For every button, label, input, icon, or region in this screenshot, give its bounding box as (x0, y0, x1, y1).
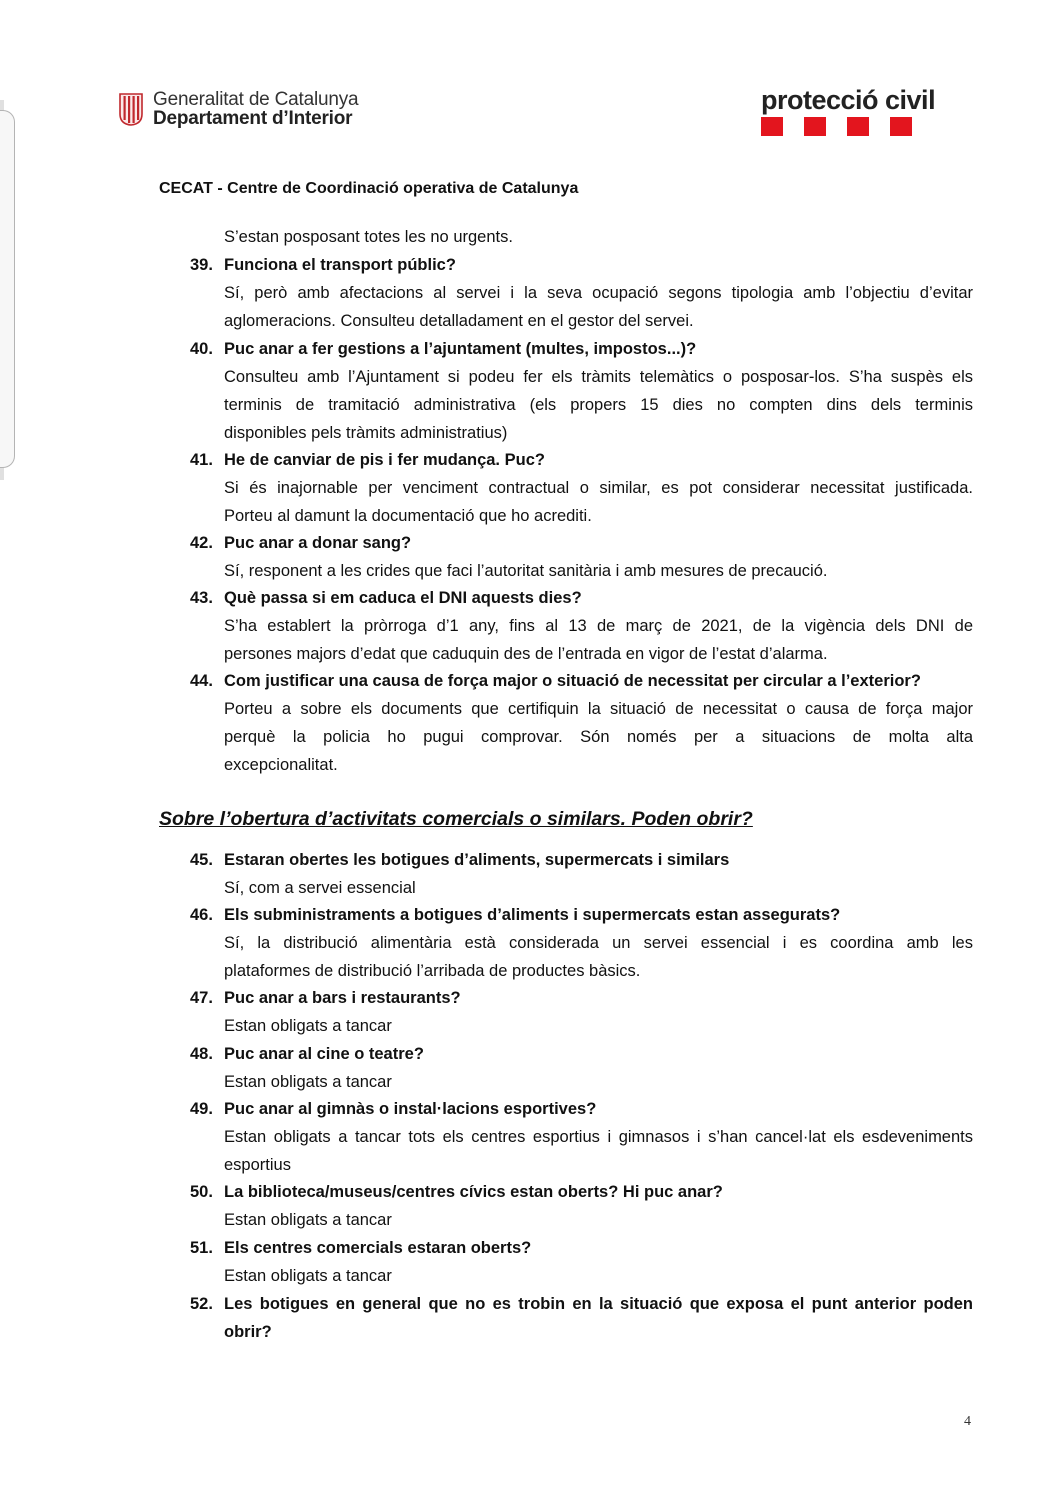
question-text: Les botigues en general que no es trobin en la situació que exposa el punt anterior poden obrir? (224, 1295, 973, 1341)
question-number: 51. (190, 1239, 213, 1257)
side-panel-handle[interactable] (0, 110, 15, 468)
answer-text: S’ha establert la pròrroga d’1 any, fins al 13 de març de 2021, de la vigència dels DNI de persones majors d’edat que caduquin des de l’entrada en vigor de l’estat d’alarma. (224, 617, 973, 663)
question-text: Funciona el transport públic? (224, 256, 456, 274)
question-text: Els centres comercials estaran oberts? (224, 1239, 532, 1257)
generalitat-name: Generalitat de Catalunya (153, 89, 359, 110)
question-number: 50. (190, 1183, 213, 1201)
generalitat-emblem-icon (118, 92, 144, 126)
question-number: 45. (190, 851, 213, 869)
proteccio-civil-title: protecció civil (761, 85, 936, 115)
department-name: Departament d’Interior (153, 108, 353, 129)
intro-line: S’estan posposant totes les no urgents. (224, 228, 513, 246)
answer-text: Sí, responent a les crides que faci l’autoritat sanitària i amb mesures de precaució. (224, 562, 828, 580)
question-text: Puc anar al cine o teatre? (224, 1045, 424, 1063)
question-number: 46. (190, 906, 213, 924)
proteccio-civil-logo (761, 87, 935, 136)
answer-text: Si és inajornable per venciment contractual o similar, es pot considerar necessitat justificada. Porteu al damunt la documentació que ho acrediti. (224, 479, 973, 525)
question-number: 43. (190, 589, 213, 607)
answer-text: Estan obligats a tancar (224, 1073, 392, 1091)
question-text: Els subministraments a botigues d’aliments i supermercats estan assegurats? (224, 906, 841, 924)
answer-text: Estan obligats a tancar (224, 1017, 392, 1035)
answer-text: Sí, la distribució alimentària està considerada un servei essencial i es coordina amb les plataformes de distribució l’arribada de productes bàsics. (224, 934, 973, 980)
generalitat-logo (118, 90, 358, 128)
answer-text: Consulteu amb l’Ajuntament si podeu fer els tràmits telemàtics o posposar-los. S’ha suspès els terminis de tramitació administrativa (els propers 15 dies no compten dins dels terminis disponibles pels tràmits administratius) (224, 368, 973, 442)
question-text: La biblioteca/museus/centres cívics estan oberts? Hi puc anar? (224, 1183, 723, 1201)
question-text: Què passa si em caduca el DNI aquests dies? (224, 589, 582, 607)
page-number: 4 (964, 1414, 971, 1429)
answer-text: Estan obligats a tancar tots els centres esportius i gimnasos i s’han cancel·lat els esdeveniments esportius (224, 1128, 973, 1174)
question-number: 44. (190, 672, 213, 690)
question-text: Estaran obertes les botigues d’aliments, supermercats i similars (224, 851, 730, 869)
answer-text: Estan obligats a tancar (224, 1267, 392, 1285)
red-squares-icon (761, 117, 935, 136)
answer-text: Estan obligats a tancar (224, 1211, 392, 1229)
question-text: He de canviar de pis i fer mudança. Puc? (224, 451, 545, 469)
question-number: 40. (190, 340, 213, 358)
answer-text: Porteu a sobre els documents que certifiquin la situació de necessitat o causa de força major perquè la policia ho pugui comprovar. Són només per a situacions de molta alta excepcionalitat. (224, 700, 973, 774)
question-text: Puc anar a fer gestions a l’ajuntament (multes, impostos...)? (224, 340, 697, 358)
question-text: Com justificar una causa de força major o situació de necessitat per circular a l’exterior? (224, 672, 921, 690)
answer-text: Sí, però amb afectacions al servei i la seva ocupació segons tipologia amb l’objectiu d’evitar aglomeracions. Consulteu detalladament en el gestor del servei. (224, 284, 973, 330)
question-number: 52. (190, 1295, 213, 1313)
question-number: 48. (190, 1045, 213, 1063)
document-subtitle: CECAT - Centre de Coordinació operativa de Catalunya (159, 180, 579, 197)
question-number: 49. (190, 1100, 213, 1118)
question-number: 47. (190, 989, 213, 1007)
question-text: Puc anar a donar sang? (224, 534, 412, 552)
question-number: 41. (190, 451, 213, 469)
question-text: Puc anar al gimnàs o instal·lacions esportives? (224, 1100, 597, 1118)
question-number: 42. (190, 534, 213, 552)
question-text: Puc anar a bars i restaurants? (224, 989, 461, 1007)
answer-text: Sí, com a servei essencial (224, 879, 416, 897)
section-heading: Sobre l’obertura d’activitats comercials o similars. Poden obrir? (159, 808, 753, 830)
question-number: 39. (190, 256, 213, 274)
